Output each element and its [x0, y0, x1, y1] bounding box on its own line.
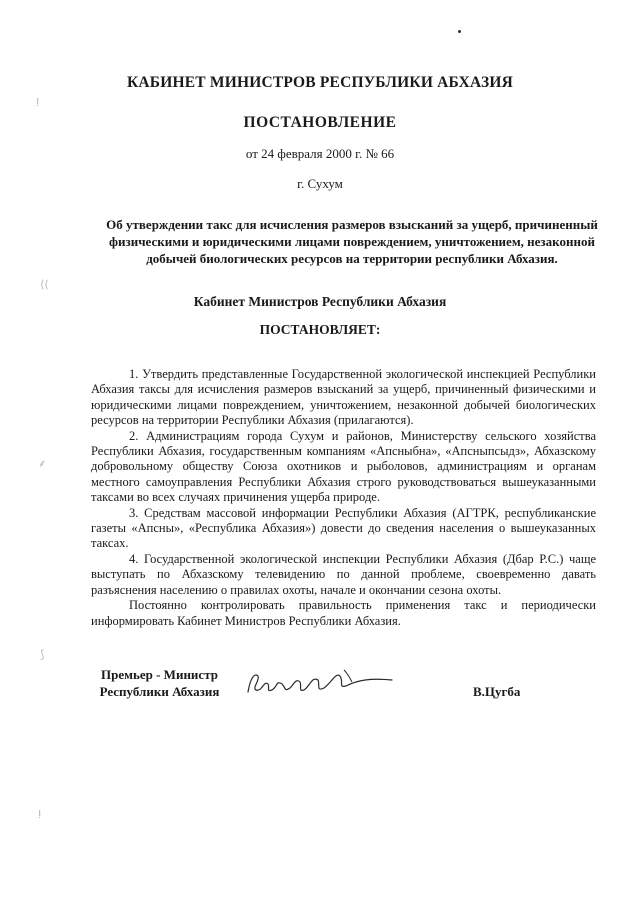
document-body — [91, 367, 596, 629]
signatory-name: В.Цугба — [473, 684, 521, 699]
paragraph-3: 3. Средствам массовой информации Республики Абхазия (АГТРК, республиканские газеты «Апсны», «Республика Абхазия») довести до сведения населения о вышеуказанных таксах. — [91, 505, 596, 551]
organization-title: КАБИНЕТ МИНИСТРОВ РЕСПУБЛИКИ АБХАЗИЯ — [126, 74, 514, 91]
signatory-title-line1: Премьер - Министр — [101, 667, 218, 682]
city: г. Сухум — [297, 176, 343, 191]
subject: Об утверждении такс для исчисления размеров взысканий за ущерб, причиненный физическими и юридическими лицами повреждением, уничтожением, незаконной добычей биологических ресурсов на территории республики Абхазия. — [106, 217, 598, 266]
date-number: от 24 февраля 2000 г. № 66 — [245, 146, 395, 161]
paragraph-2: 2. Администрациям города Сухум и районов, Министерству сельского хозяйства Республики Абхазия, государственным компаниям «Апсныбна», «Апсныпсыдз», Абхазскому добровольному обществу Союза охотников и рыболовов, администрациям и органам местного самоуправления Республики Абхазия строго руководствоваться вышеуказанными таксами во всех случаях причинения ущерба природе. — [91, 428, 596, 505]
signatory-title-line2: Республики Абхазия — [99, 684, 220, 699]
margin-mark-icon: ⟨⟨ — [40, 278, 49, 291]
issuer: Кабинет Министров Республики Абхазия — [193, 294, 447, 309]
paragraph-4: 4. Государственной экологической инспекции Республики Абхазия (Дбар Р.С.) чаще выступать по Абхазскому телевидению по данной проблеме, своевременно давать разъяснения населению о правилах охоты, начале и окончании сезона охоты. — [91, 551, 596, 597]
signatory-title — [92, 666, 227, 700]
margin-mark-icon: ⵑ — [36, 96, 40, 109]
scan-speck — [458, 30, 461, 33]
handwritten-signature — [240, 662, 400, 704]
margin-mark-icon: ⸙ — [38, 457, 47, 470]
margin-mark-icon: ⵑ — [38, 808, 42, 821]
paragraph-1: 1. Утвердить представленные Государственной экологической инспекцией Республики Абхазия таксы для исчисления размеров взысканий за ущерб, причиненный физическими и юридическими лицами повреждением, уничтожением, незаконной добычей биологических ресурсов на территории Республики Абхазия (прилагаются). — [91, 367, 596, 428]
document-type: ПОСТАНОВЛЕНИЕ — [243, 114, 397, 131]
resolves-heading: ПОСТАНОВЛЯЕТ: — [259, 322, 381, 337]
paragraph-5: Постоянно контролировать правильность применения такс и периодически информировать Кабинет Министров Республики Абхазия. — [91, 598, 596, 628]
margin-mark-icon: ⟆ — [40, 648, 45, 661]
